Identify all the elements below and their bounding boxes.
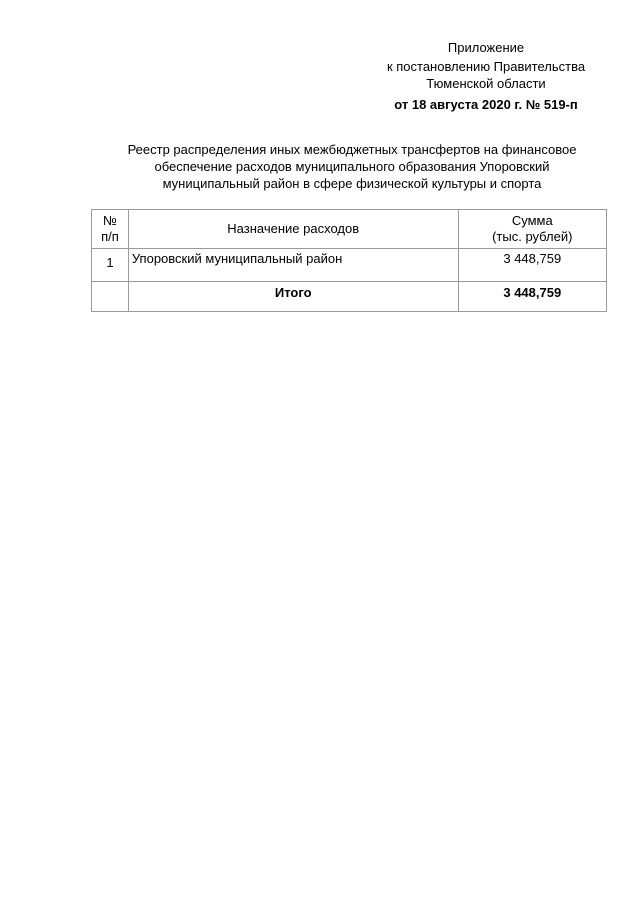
registry-table [91,209,607,312]
header-number-line-1: № [102,213,117,228]
appendix-resolution-date: от 18 августа 2020 г. № 519-п [394,97,578,112]
total-label: Итого [128,282,458,312]
row-number: 1 [92,249,129,282]
header-sum-line-1: Сумма [511,213,553,228]
appendix-line-1: Приложение [447,40,525,55]
table-header-row [92,210,607,249]
document-title [96,141,608,192]
header-sum [458,210,606,249]
header-number-line-2: п/п [101,229,119,244]
row-purpose: Упоровский муниципальный район [128,249,458,282]
header-purpose: Назначение расходов [128,210,458,249]
row-sum: 3 448,759 [458,249,606,282]
header-number [92,210,129,249]
title-line-1: Реестр распределения иных межбюджетных трансфертов на финансовое [127,142,577,157]
header-sum-line-2: (тыс. рублей) [492,229,573,244]
table-total-row [92,282,607,312]
appendix-line-2: к постановлению Правительства [386,59,586,74]
appendix-line-3: Тюменской области [426,76,546,91]
title-line-3: муниципальный район в сфере физической культуры и спорта [162,176,542,191]
total-sum: 3 448,759 [458,282,606,312]
table-row [92,249,607,282]
total-empty-cell [92,282,129,312]
title-line-2: обеспечение расходов муниципального образования Упоровский [154,159,550,174]
